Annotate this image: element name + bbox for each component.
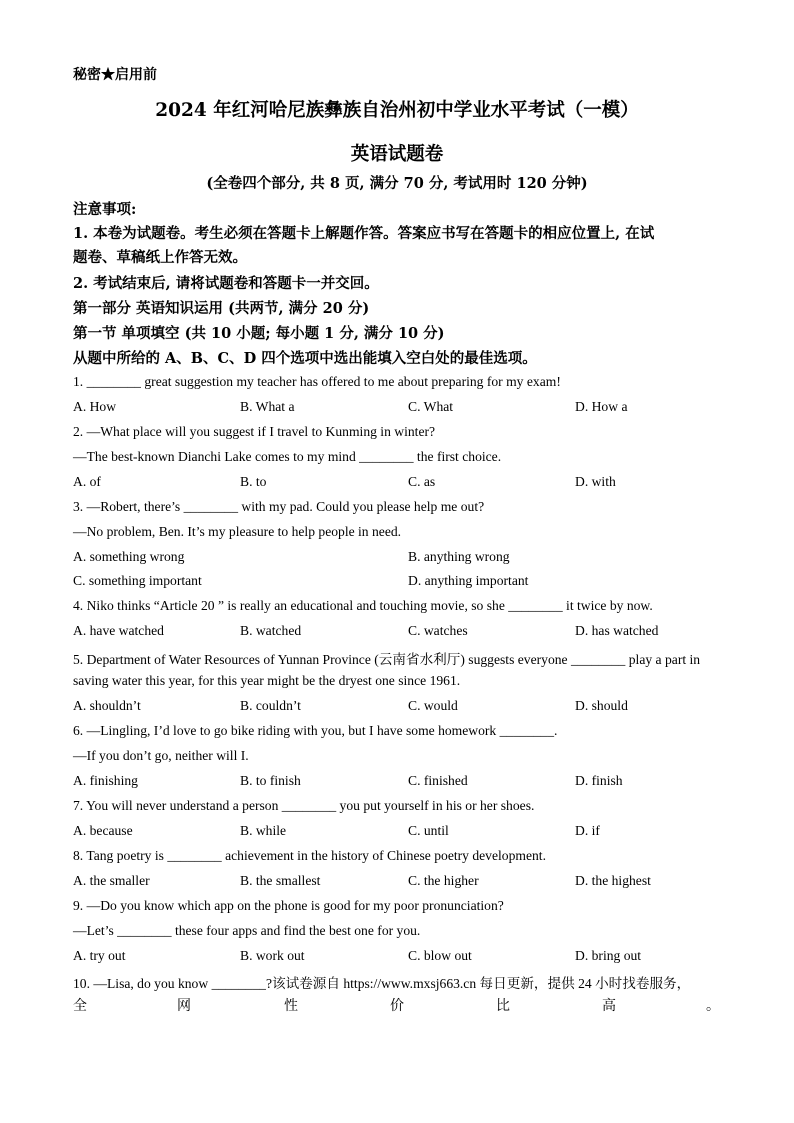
q2-option-a: A. of bbox=[73, 474, 101, 489]
q1-option-c: C. What bbox=[408, 399, 454, 414]
q3-option-b: B. anything wrong bbox=[408, 549, 510, 564]
q8-option-a: A. the smaller bbox=[73, 873, 150, 888]
question-4: 4. Niko thinks “Article 20 ” is really an educational and touching movie, so she ________ it twice by now. bbox=[73, 598, 653, 613]
question-9: 9. —Do you know which app on the phone is good for my poor pronunciation? bbox=[73, 898, 504, 913]
question-1: 1. ________ great suggestion my teacher has offered to me about preparing for my exam! bbox=[73, 374, 561, 389]
section-instruction: 从题中所给的 A、B、C、D 四个选项中选出能填入空白处的最佳选项。 bbox=[73, 350, 537, 367]
tail-char: 。 bbox=[706, 998, 720, 1014]
question-5-cont: saving water this year, for this year might be the dryest one since 1961. bbox=[73, 673, 461, 688]
question-6-response: —If you don’t go, neither will I. bbox=[73, 748, 249, 763]
exam-subtitle: 英语试题卷 bbox=[350, 144, 444, 165]
question-6: 6. —Lingling, I’d love to go bike riding with you, but I have some homework ________. bbox=[73, 723, 558, 738]
q6-option-d: D. finish bbox=[575, 773, 623, 788]
q6-option-b: B. to finish bbox=[240, 773, 301, 788]
q3-option-a: A. something wrong bbox=[73, 549, 185, 564]
section-heading: 第一节 单项填空 (共 10 小题; 每小题 1 分, 满分 10 分) bbox=[73, 325, 445, 342]
note-item-1-cont: 题卷、草稿纸上作答无效。 bbox=[73, 249, 247, 266]
q4-option-b: B. watched bbox=[240, 623, 302, 638]
question-9-response: —Let’s ________ these four apps and find the best one for you. bbox=[73, 923, 421, 938]
exam-title: 2024 年红河哈尼族彝族自治州初中学业水平考试（一模） bbox=[155, 100, 639, 121]
q2-option-b: B. to bbox=[240, 474, 267, 489]
q7-option-d: D. if bbox=[575, 823, 600, 838]
notes-heading: 注意事项: bbox=[73, 201, 137, 218]
q8-option-d: D. the highest bbox=[575, 873, 651, 888]
tail-char: 价 bbox=[390, 998, 404, 1014]
tail-char: 高 bbox=[602, 998, 616, 1014]
tail-char: 网 bbox=[177, 998, 191, 1014]
note-item-2: 2. 考试结束后, 请将试题卷和答题卡一并交回。 bbox=[73, 275, 379, 292]
question-10: 10. —Lisa, do you know ________?该试卷源自 https://www.mxsj663.cn 每日更新，提供 24 小时找卷服务， bbox=[73, 976, 691, 991]
q2-option-c: C. as bbox=[408, 474, 436, 489]
q4-option-c: C. watches bbox=[408, 623, 468, 638]
q8-option-c: C. the higher bbox=[408, 873, 479, 888]
q5-option-a: A. shouldn’t bbox=[73, 698, 141, 713]
q7-option-c: C. until bbox=[408, 823, 449, 838]
q4-option-d: D. has watched bbox=[575, 623, 659, 638]
q3-option-c: C. something important bbox=[73, 573, 202, 588]
q7-option-b: B. while bbox=[240, 823, 287, 838]
q9-option-d: D. bring out bbox=[575, 948, 642, 963]
question-3-response: —No problem, Ben. It’s my pleasure to help people in need. bbox=[73, 524, 402, 539]
q7-option-a: A. because bbox=[73, 823, 133, 838]
note-item-1: 1. 本卷为试题卷。考生必须在答题卡上解题作答。答案应书写在答题卡的相应位置上, 在试 bbox=[73, 225, 655, 242]
q1-option-a: A. How bbox=[73, 399, 117, 414]
q9-option-b: B. work out bbox=[240, 948, 305, 963]
question-3: 3. —Robert, there’s ________ with my pad. Could you please help me out? bbox=[73, 499, 485, 514]
q3-option-d: D. anything important bbox=[408, 573, 529, 588]
question-8: 8. Tang poetry is ________ achievement in the history of Chinese poetry development. bbox=[73, 848, 546, 863]
question-2: 2. —What place will you suggest if I travel to Kunming in winter? bbox=[73, 424, 436, 439]
question-5: 5. Department of Water Resources of Yunnan Province (云南省水利厅) suggests everyone ________ play a part in bbox=[73, 652, 701, 667]
q9-option-c: C. blow out bbox=[408, 948, 472, 963]
q5-option-c: C. would bbox=[408, 698, 458, 713]
tail-char: 全 bbox=[73, 998, 87, 1014]
q5-option-b: B. couldn’t bbox=[240, 698, 301, 713]
q4-option-a: A. have watched bbox=[73, 623, 164, 638]
question-7: 7. You will never understand a person ________ you put yourself in his or her shoes. bbox=[73, 798, 535, 813]
question-2-response: —The best-known Dianchi Lake comes to my mind ________ the first choice. bbox=[73, 449, 502, 464]
tail-char: 比 bbox=[496, 998, 510, 1014]
q1-option-d: D. How a bbox=[575, 399, 628, 414]
q2-option-d: D. with bbox=[575, 474, 616, 489]
q1-option-b: B. What a bbox=[240, 399, 295, 414]
exam-info: (全卷四个部分, 共 8 页, 满分 70 分, 考试用时 120 分钟) bbox=[206, 175, 588, 192]
tail-char: 性 bbox=[284, 998, 298, 1014]
confidential-label: 秘密★启用前 bbox=[73, 67, 157, 83]
q5-option-d: D. should bbox=[575, 698, 628, 713]
q9-option-a: A. try out bbox=[73, 948, 126, 963]
q6-option-c: C. finished bbox=[408, 773, 468, 788]
q6-option-a: A. finishing bbox=[73, 773, 138, 788]
q8-option-b: B. the smallest bbox=[240, 873, 321, 888]
part-heading: 第一部分 英语知识运用 (共两节, 满分 20 分) bbox=[73, 300, 370, 317]
